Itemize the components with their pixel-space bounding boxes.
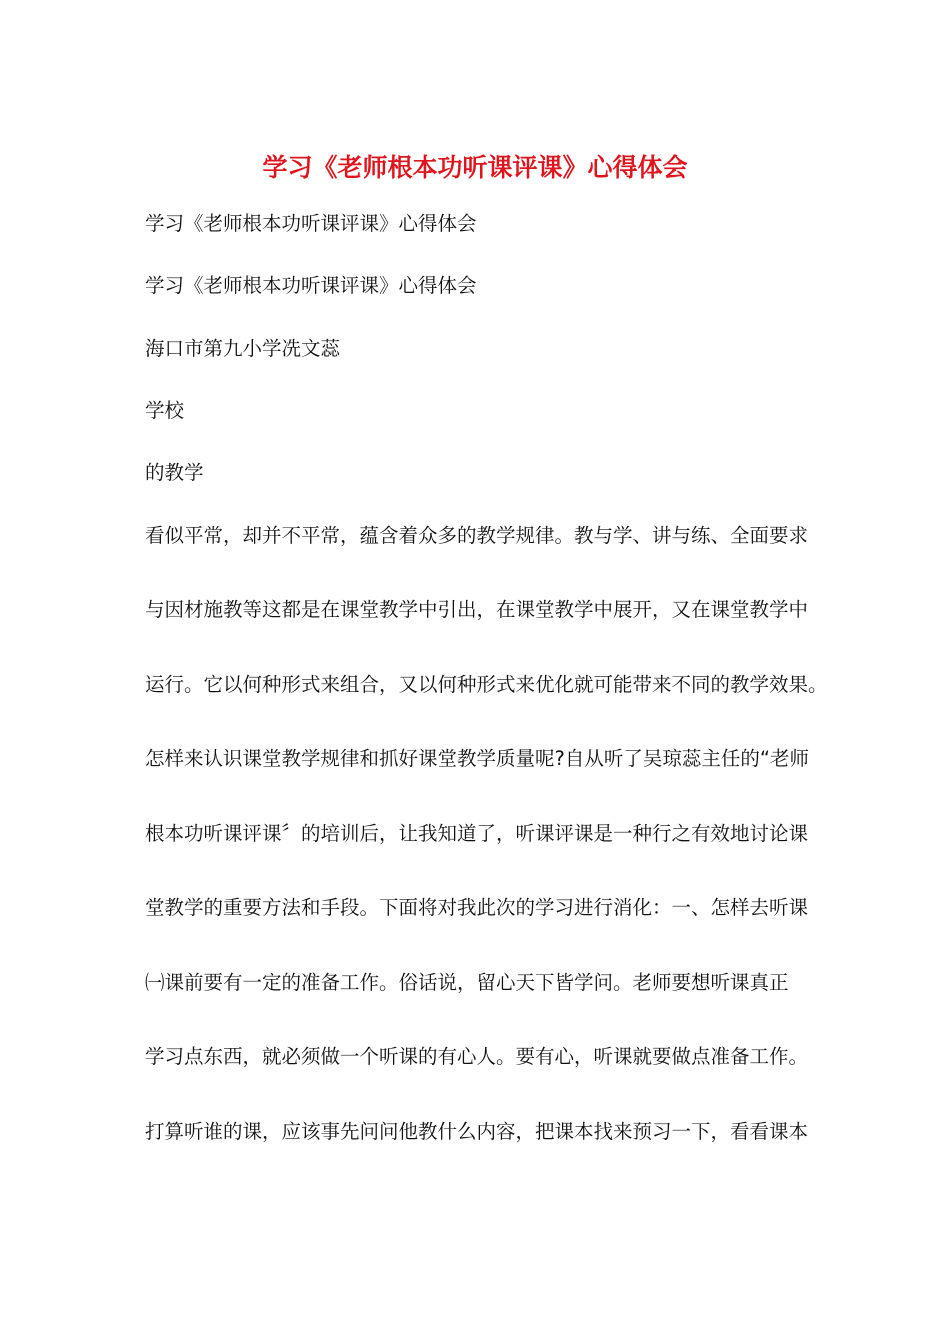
subtitle-line: 学习《老师根本功听课评课》心得体会 xyxy=(145,274,477,297)
document-title: 学习《老师根本功听课评课》心得体会 xyxy=(262,153,688,182)
subtitle-line: 学习《老师根本功听课评课》心得体会 xyxy=(145,212,477,235)
body-line: 打算听谁的课，应该事先问问他教什么内容，把课本找来预习一下，看看课本 xyxy=(145,1120,809,1143)
body-line: 怎样来认识课堂教学规律和抓好课堂教学质量呢?自从听了吴琼蕊主任的“老师 xyxy=(145,747,809,770)
body-line: 看似平常，却并不平常，蕴含着众多的教学规律。教与学、讲与练、全面要求 xyxy=(145,524,809,547)
body-line: 运行。它以何种形式来组合，又以何种形式来优化就可能带来不同的教学效果。 xyxy=(145,673,828,696)
author-line: 海口市第九小学冼文蕊 xyxy=(145,337,341,360)
text-line: 学校 xyxy=(145,399,185,422)
body-line: 根本功听课评课〞的培训后，让我知道了，听课评课是一种行之有效地讨论课 xyxy=(145,822,809,845)
body-line: 与因材施教等这都是在课堂教学中引出，在课堂教学中展开，又在课堂教学中 xyxy=(145,598,809,621)
body-line: 学习点东西，就必须做一个听课的有心人。要有心，听课就要做点准备工作。 xyxy=(145,1045,809,1068)
text-line: 的教学 xyxy=(145,461,204,484)
body-line: 堂教学的重要方法和手段。下面将对我此次的学习进行消化：一、怎样去听课 xyxy=(145,896,809,919)
body-line: ㈠课前要有一定的准备工作。俗话说，留心天下皆学问。老师要想听课真正 xyxy=(145,971,789,994)
